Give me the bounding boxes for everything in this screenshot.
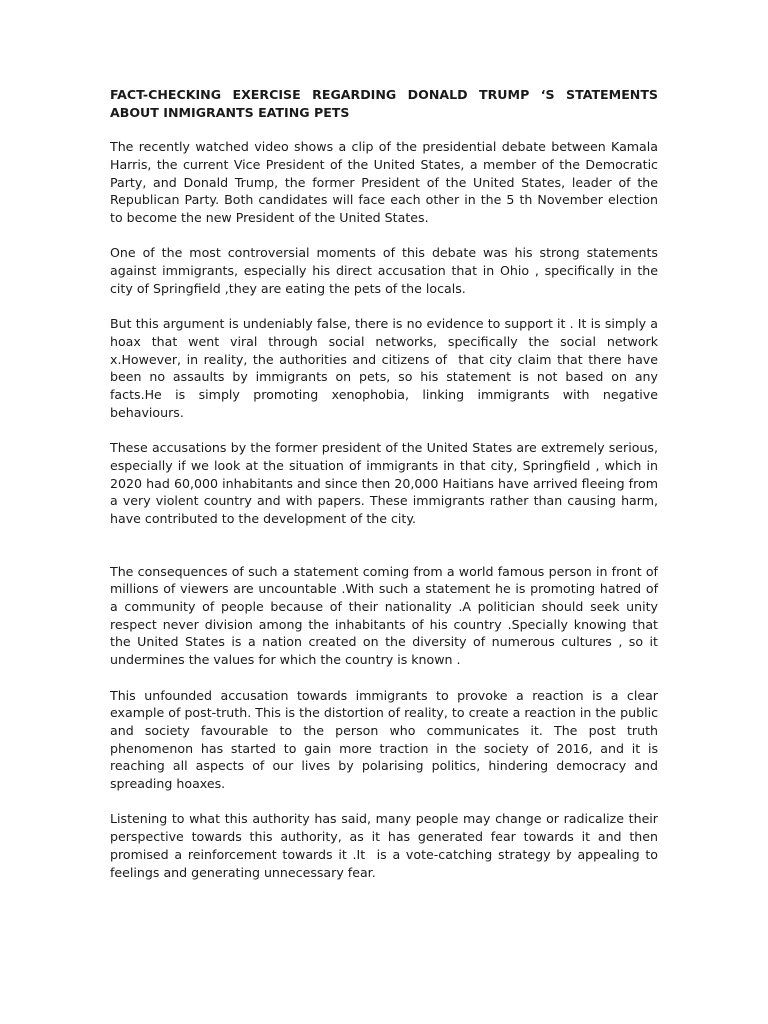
paragraph-debate-intro: The recently watched video shows a clip of the presidential debate between Kamala Harris, the current Vice President of the United States, a member of the Democratic Party, and Donald Trump, the former President of the United States, leader of the Republican Party. Both candidates will face each other in the 5 th November election to become the new President of the United States. — [110, 139, 663, 225]
document-title: FACT-CHECKING EXERCISE REGARDING DONALD TRUMP ‘S STATEMENTS ABOUT INMIGRANTS EATING PETS — [110, 87, 658, 120]
document-body — [110, 86, 663, 899]
paragraph-vote-catching: Listening to what this authority has said, many people may change or radicalize their perspective towards this authority, as it has generated fear towards it and then promised a reinforcement towards it .It is a vote-catching strategy by appealing to feelings and generating unnecessary fear. — [110, 811, 663, 880]
paragraph-consequences: The consequences of such a statement coming from a world famous person in front of millions of viewers are uncountable .With such a statement he is promoting hatred of a community of people because of their nationality .A politician should seek unity respect never division among the inhabitants of his country .Specially knowing that the United States is a nation created on the diversity of numerous cultures , so it undermines the values for which the country is known . — [110, 563, 663, 668]
paragraph-post-truth: This unfounded accusation towards immigrants to provoke a reaction is a clear example of post-truth. This is the distortion of reality, to create a reaction in the public and society favourable to the person who communicates it. The post truth phenomenon has started to gain more traction in the society of 2016, and it is reaching all aspects of our lives by polarising politics, hindering democracy and spreading hoaxes. — [110, 687, 663, 792]
paragraph-serious-accusations: These accusations by the former president of the United States are extremely serious, especially if we look at the situation of immigrants in that city, Springfield , which in 2020 had 60,000 inhabitants and since then 20,000 Haitians have arrived fleeing from a very violent country and with papers. These immigrants rather than causing harm, have contributed to the development of the city. — [110, 440, 663, 526]
paragraph-controversial-moment: One of the most controversial moments of this debate was his strong statements against immigrants, especially his direct accusation that in Ohio , specifically in the city of Springfield ,they are eating the pets of the locals. — [110, 245, 663, 296]
paragraph-false-argument: But this argument is undeniably false, there is no evidence to support it . It is simply a hoax that went viral through social networks, specifically the social network x.However, in reality, the authorities and citizens of that city claim that there have been no assaults by immigrants on pets, so his statement is not based on any facts.He is simply promoting xenophobia, linking immigrants with negative behaviours. — [110, 316, 663, 420]
